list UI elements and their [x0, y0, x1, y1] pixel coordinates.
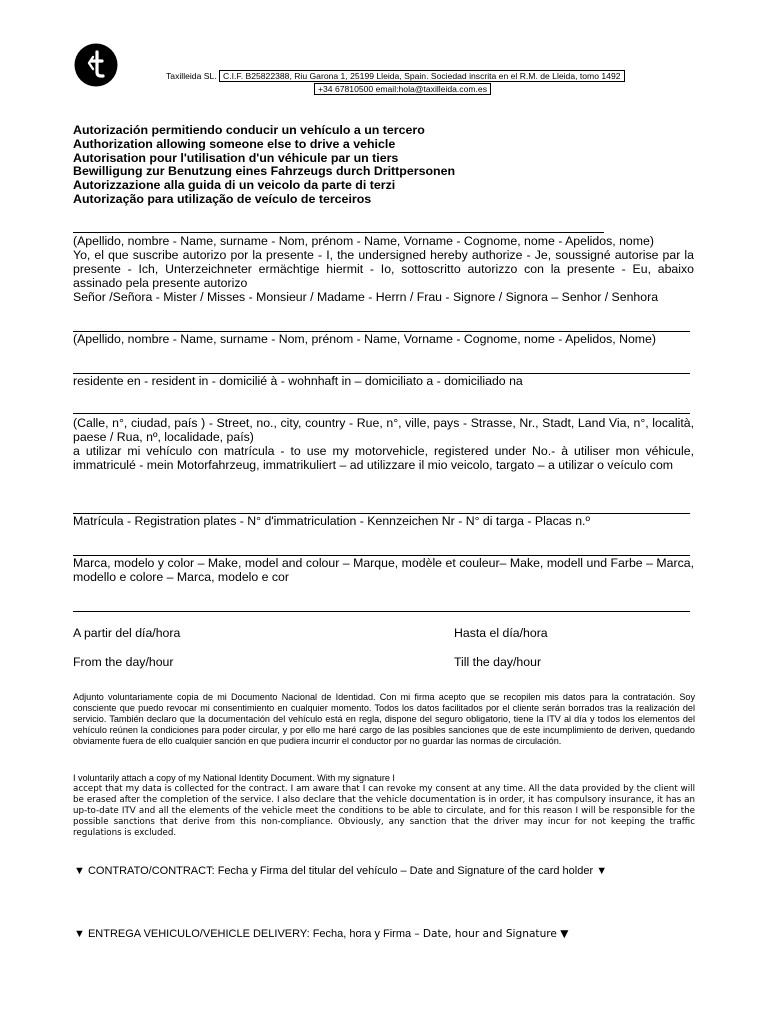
title-it: Autorizzazione alla guida di un veicolo da parte di terzi	[73, 178, 396, 193]
consent-text-en: accept that my data is collected for the contract. I am aware that I can revoke my consent at any time. All the data provided by the client will be erased after the completion of the service. I also declare that the vehicle documentation is in order, it has compulsory insurance, it has an up-to-date ITV and all the elements of the vehicle meet the conditions to be able to circulate, and for this reason I will be responsible for the possible sanctions that derive from this non-compliance. Obviously, any sanction that the driver may incur for not keeping the traffic regulations is excluded.	[73, 784, 695, 838]
authorize-text: Yo, el que suscribe autorizo por la presente - I, the undersigned hereby authorize - Je, soussigné autorise par la presente - Ich, Unterzeichneter ermächtige hiermit - Io, sottoscritto autorizzo con la presente - Eu, abaixo assinado pela presente autorizo	[73, 248, 694, 290]
document-titles	[73, 124, 693, 207]
from-date-label-en: From the day/hour	[73, 655, 174, 669]
company-contact	[314, 83, 491, 95]
use-vehicle-text: a utilizar mi vehículo con matrícula - to use my motorvehicle, registered under No.- à utiliser mon véhicule, immatriculé - mein Motorfahrzeug, immatrikuliert – ad utilizzare il mio veicolo, targato – a utilizar o veículo com	[73, 444, 694, 472]
name-field-label-2: (Apellido, nombre - Name, surname - Nom, prénom - Name, Vorname - Cognome, nome - Apelidos, Nome)	[73, 332, 656, 346]
delivery-signature-label	[74, 928, 568, 940]
company-info	[166, 70, 625, 82]
company-details: C.I.F. B25822388, Riu Garona 1, 25199 Lleida, Spain. Sociedad inscrita en el R.M. de Lleida, tomo 1492	[219, 70, 624, 82]
plates-field-label: Matrícula - Registration plates - N° d'immatriculation - Kennzeichen Nr - N° di targa - Placas n.º	[73, 514, 590, 528]
from-date-label-es: A partir del día/hora	[73, 626, 181, 640]
title-pt: Autorização para utilização de veículo de terceiros	[73, 191, 372, 206]
address-field-label: (Calle, n°, ciudad, país ) - Street, no., city, country - Rue, n°, ville, pays - Strasse, Nr., Stadt, Land Via, n°, località, paese / Rua, nº, localidade, país)	[73, 416, 694, 444]
until-date-label-es: Hasta el día/hora	[454, 626, 548, 640]
name-field-label-1: (Apellido, nombre - Name, surname - Nom, prénom - Name, Vorname - Cognome, nome - Apelidos, nome)	[73, 234, 654, 248]
title-fr: Autorisation pour l'utilisation d'un véhicule par un tiers	[73, 150, 399, 165]
consent-text-en-line1: I voluntarily attach a copy of my National Identity Document. With my signature I	[73, 773, 395, 783]
title-es: Autorización permitiendo conducir un vehículo a un tercero	[73, 123, 425, 137]
title-de: Bewilligung zur Benutzung eines Fahrzeugs durch Drittpersonen	[73, 164, 456, 179]
company-name: Taxilleida SL.	[166, 71, 217, 81]
taxi-t-logo-icon	[74, 43, 118, 87]
until-date-label-en: Till the day/hour	[454, 655, 542, 669]
period-field-line[interactable]	[73, 611, 690, 612]
name-field-line-1[interactable]	[73, 232, 604, 233]
delivery-signature-label-a: ▼ ENTREGA VEHICULO/VEHICLE DELIVERY: Fecha, hora y Firma	[74, 928, 412, 940]
title-en: Authorization allowing someone else to drive a vehicle	[73, 136, 396, 151]
consent-text-es: Adjunto voluntariamente copia de mi Documento Nacional de Identidad. Con mi firma acepto que se recopilen mis datos para la contratación. Soy consciente que puedo revocar mi consentimiento en cualquier momento. Todos los datos facilitados por el cliente serán borrados tras la realización del servicio. También declaro que la documentación del vehículo está en regla, dispone del seguro obligatorio, tiene la ITV al día y todos los elementos del vehículo reúnen la condiciones para poder circular, y por ello me haré cargo de las posibles sanciones que de este incumplimiento de deriven, quedando obviamente fuera de ello cualquier sanción en que pudiera incurrir el conductor por no guardar las normas de circulación.	[73, 692, 695, 746]
contact-info: +34 67810500 email:hola@taxilleida.com.es	[314, 83, 491, 95]
address-field-line[interactable]	[73, 413, 690, 414]
delivery-signature-label-b: – Date, hour and Signature ▼	[414, 928, 569, 940]
contract-signature-label: ▼ CONTRATO/CONTRACT: Fecha y Firma del titular del vehículo – Date and Signature of the card holder ▼	[74, 865, 608, 877]
make-field-label: Marca, modelo y color – Make, model and colour – Marque, modèle et couleur– Make, modell und Farbe – Marca, modello e colore – Marca, modelo e cor	[73, 556, 694, 584]
honorifics-text: Señor /Señora - Mister / Misses - Monsieur / Madame - Herrn / Frau - Signore / Signora – Senhor / Senhora	[73, 290, 659, 304]
residence-field-label: residente en - resident in - domicilié à - wohnhaft in – domiciliato a - domiciliado na	[73, 374, 523, 388]
